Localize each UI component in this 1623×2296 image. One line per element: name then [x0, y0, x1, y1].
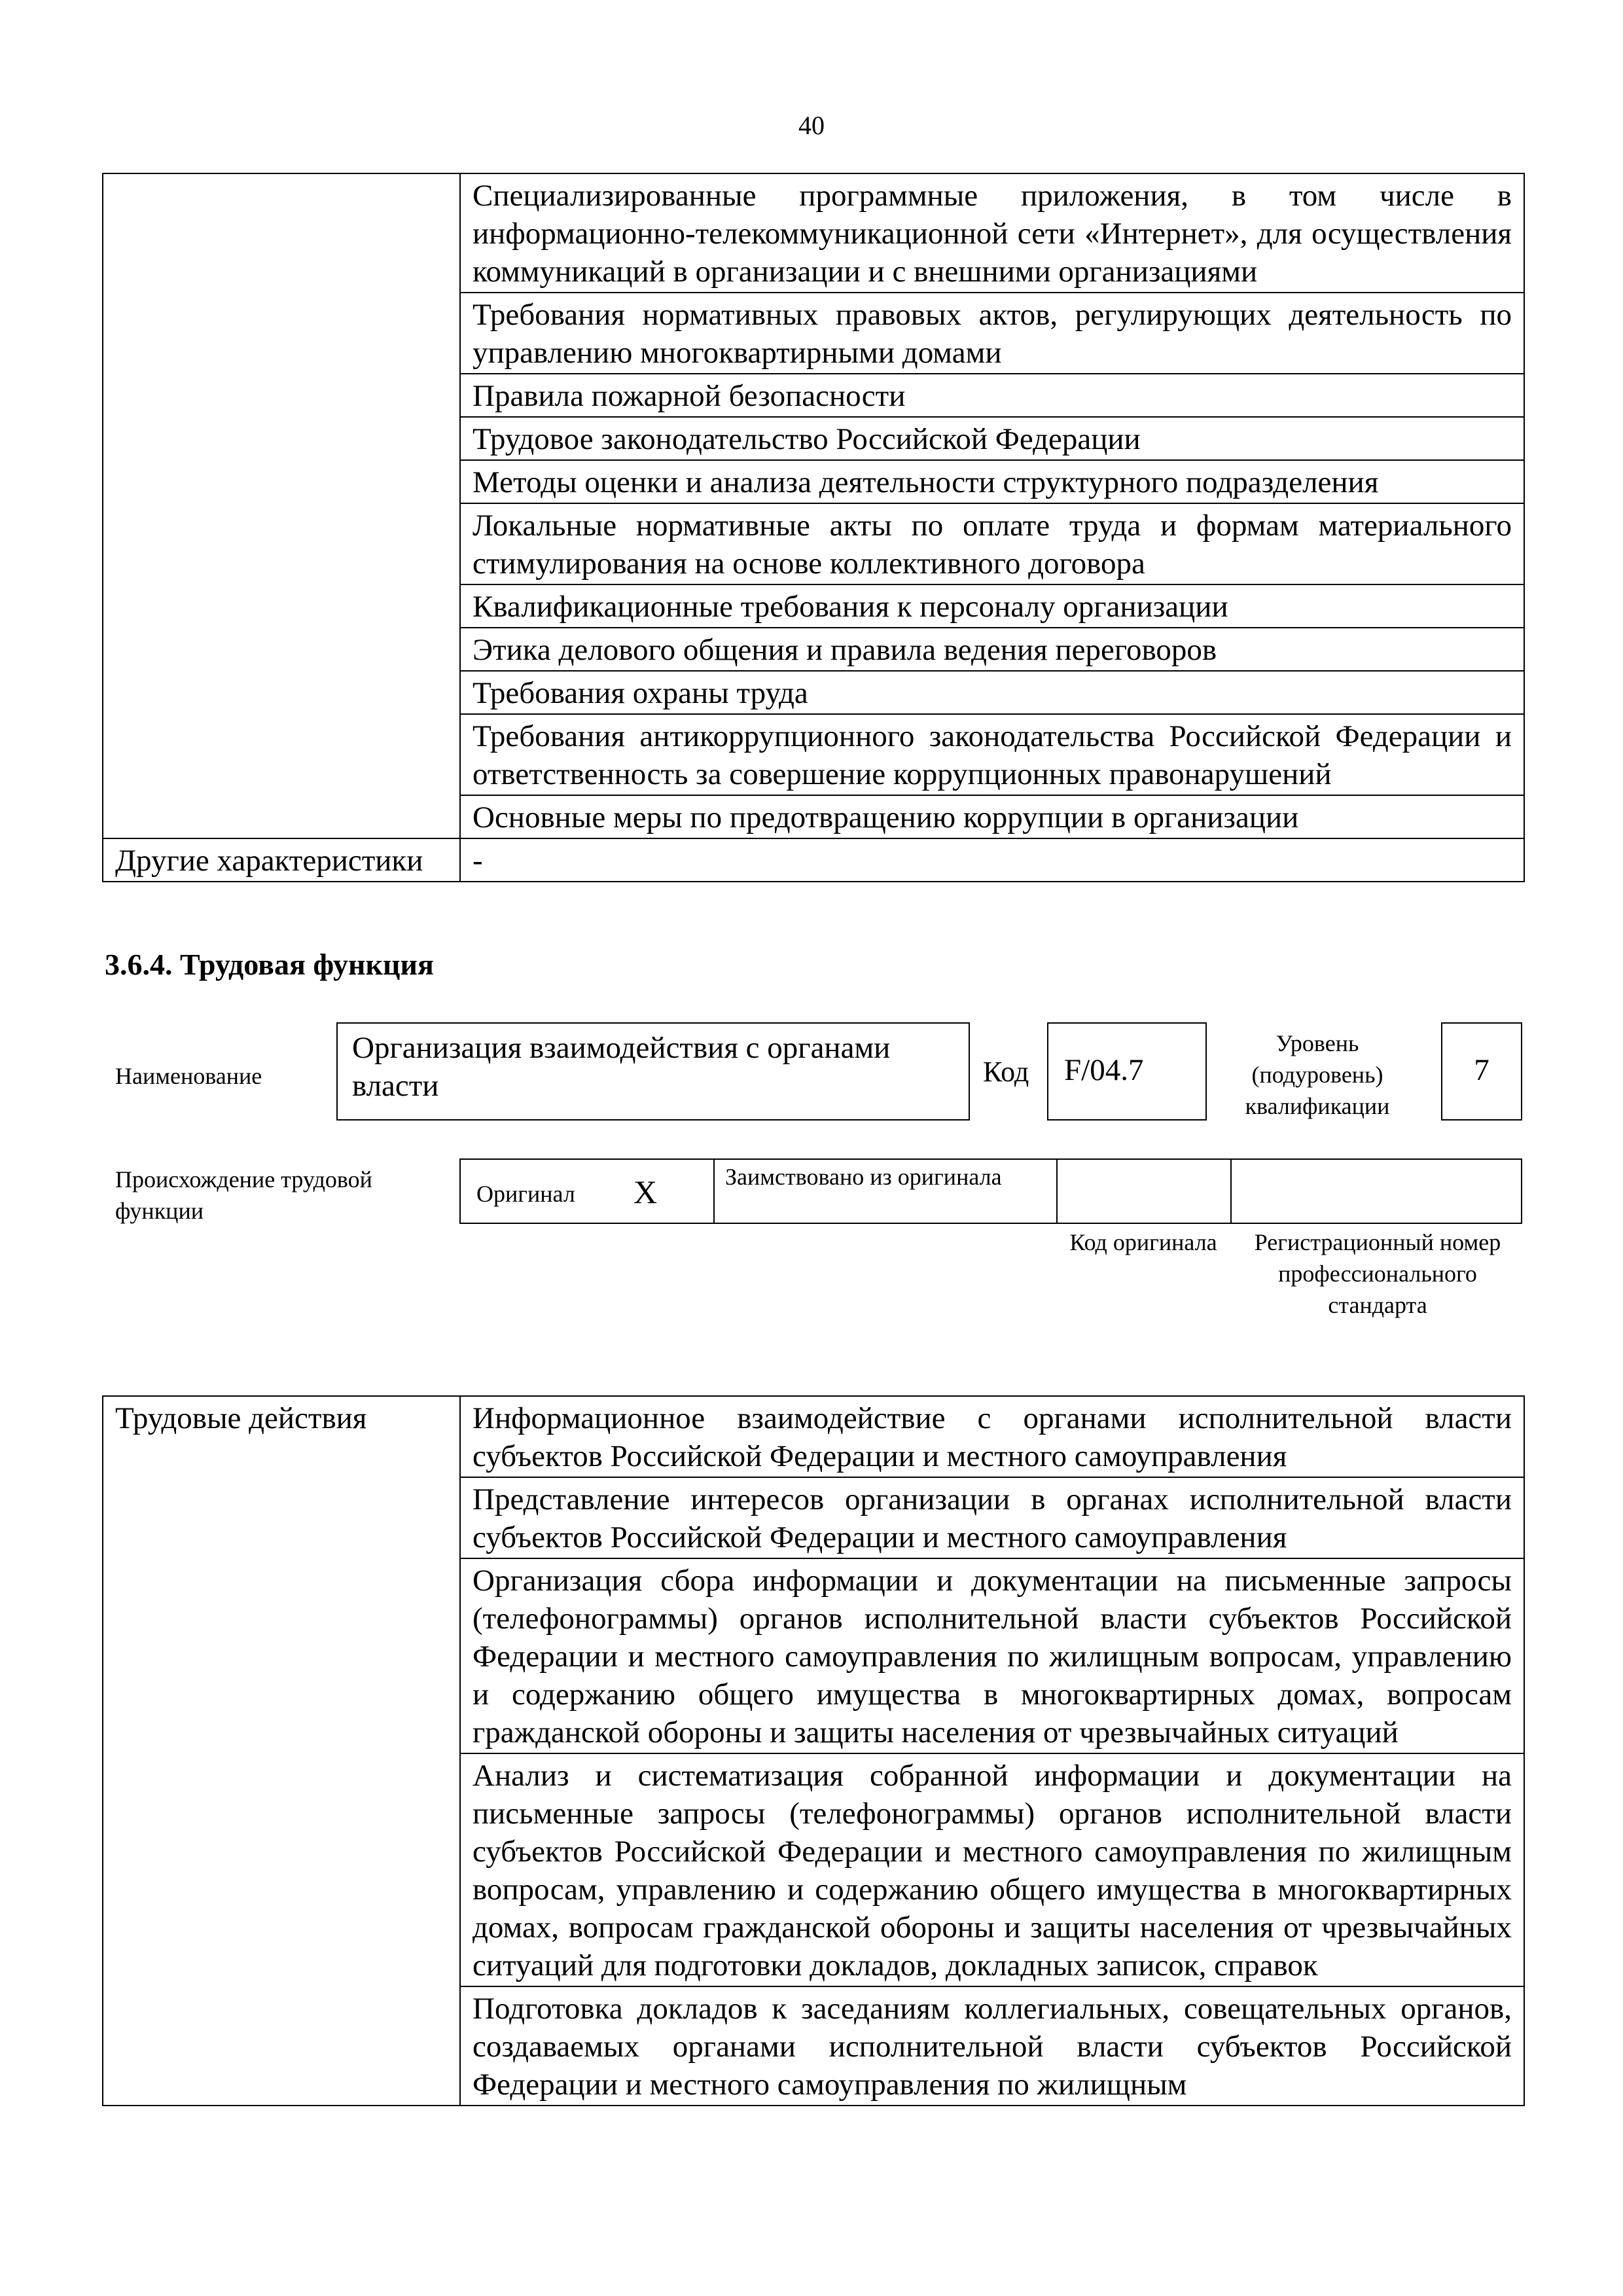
knowledge-item: Специализированные программные приложения, в том числе в информационно-телекоммуникационной сети «Интернет», для осуществления коммуникаций в организации и с внешними организациями: [460, 173, 1524, 293]
knowledge-item: Локальные нормативные акты по оплате труда и формам материального стимулирования на основе коллективного договора: [460, 503, 1524, 584]
other-characteristics-value: -: [460, 838, 1524, 882]
original-label: Оригинал: [476, 1181, 575, 1207]
table-row: [103, 838, 1524, 882]
knowledge-item: Методы оценки и анализа деятельности структурного подразделения: [460, 460, 1524, 503]
action-item: Анализ и систематизация собранной информации и документации на письменные запросы (телефонограммы) органов исполнительной власти субъектов Российской Федерации и местного самоуправления по жилищным вопросам, управлению и содержанию общего имущества в многоквартирных домах, вопросам гражданской обороны и защиты населения от чрезвычайных ситуаций для подготовки докладов, докладных записок, справок: [460, 1753, 1524, 1986]
origin-divider-1: [713, 1160, 715, 1223]
table-row: [103, 1396, 1524, 1477]
knowledge-item: Правила пожарной безопасности: [460, 374, 1524, 417]
code-original-caption: Код оригинала: [1069, 1229, 1217, 1255]
knowledge-item: Требования антикоррупционного законодательства Российской Федерации и ответственность за совершение коррупционных правонарушений: [460, 714, 1524, 795]
function-name-value: Организация взаимодействия с органами власти: [352, 1031, 891, 1103]
function-name-box: [336, 1022, 970, 1121]
knowledge-item: Трудовое законодательство Российской Федерации: [460, 417, 1524, 460]
level-box: [1441, 1022, 1522, 1121]
actions-label: Трудовые действия: [103, 1396, 460, 2106]
origin-label: Происхождение трудовой функции: [115, 1166, 372, 1224]
origin-divider-2: [1056, 1160, 1058, 1223]
knowledge-table: [102, 173, 1525, 882]
reg-number-caption: Регистрационный номер профессионального стандарта: [1254, 1229, 1501, 1318]
knowledge-item: Требования охраны труда: [460, 671, 1524, 714]
action-item: Организация сбора информации и документации на письменные запросы (телефонограммы) органов исполнительной власти субъектов Российской Федерации и местного самоуправления по жилищным вопросам, управлению и содержанию общего имущества в многоквартирных домах, вопросам гражданской обороны и защиты населения от чрезвычайных ситуаций: [460, 1558, 1524, 1753]
action-item: Представление интересов организации в органах исполнительной власти субъектов Российской Федерации и местного самоуправления: [460, 1477, 1524, 1558]
code-value: F/04.7: [1064, 1053, 1144, 1087]
knowledge-item: Этика делового общения и правила ведения переговоров: [460, 628, 1524, 671]
name-label: Наименование: [115, 1063, 262, 1089]
level-label: Уровень (подуровень) квалификации: [1245, 1030, 1390, 1119]
knowledge-label-cell: [103, 173, 460, 838]
table-row: [103, 173, 1524, 293]
code-box: [1047, 1022, 1207, 1121]
code-label: Код: [983, 1056, 1029, 1088]
actions-table: [102, 1395, 1525, 2106]
origin-divider-3: [1230, 1160, 1232, 1223]
original-mark: X: [633, 1174, 658, 1210]
borrowed-label: Заимствовано из оригинала: [725, 1164, 1002, 1190]
action-item: Подготовка докладов к заседаниям коллегиальных, совещательных органов, создаваемых органами исполнительной власти субъектов Российской Федерации и местного самоуправления по жилищным: [460, 1986, 1524, 2106]
section-title: 3.6.4. Трудовая функция: [105, 948, 434, 981]
knowledge-item: Основные меры по предотвращению коррупции в организации: [460, 795, 1524, 838]
action-item: Информационное взаимодействие с органами исполнительной власти субъектов Российской Федерации и местного самоуправления: [460, 1396, 1524, 1477]
knowledge-item: Требования нормативных правовых актов, регулирующих деятельность по управлению многоквартирными домами: [460, 293, 1524, 374]
origin-row: [459, 1158, 1522, 1224]
level-value: 7: [1474, 1053, 1489, 1087]
page-number: 40: [798, 111, 825, 140]
knowledge-item: Квалификационные требования к персоналу организации: [460, 584, 1524, 628]
other-characteristics-label: Другие характеристики: [103, 838, 460, 882]
